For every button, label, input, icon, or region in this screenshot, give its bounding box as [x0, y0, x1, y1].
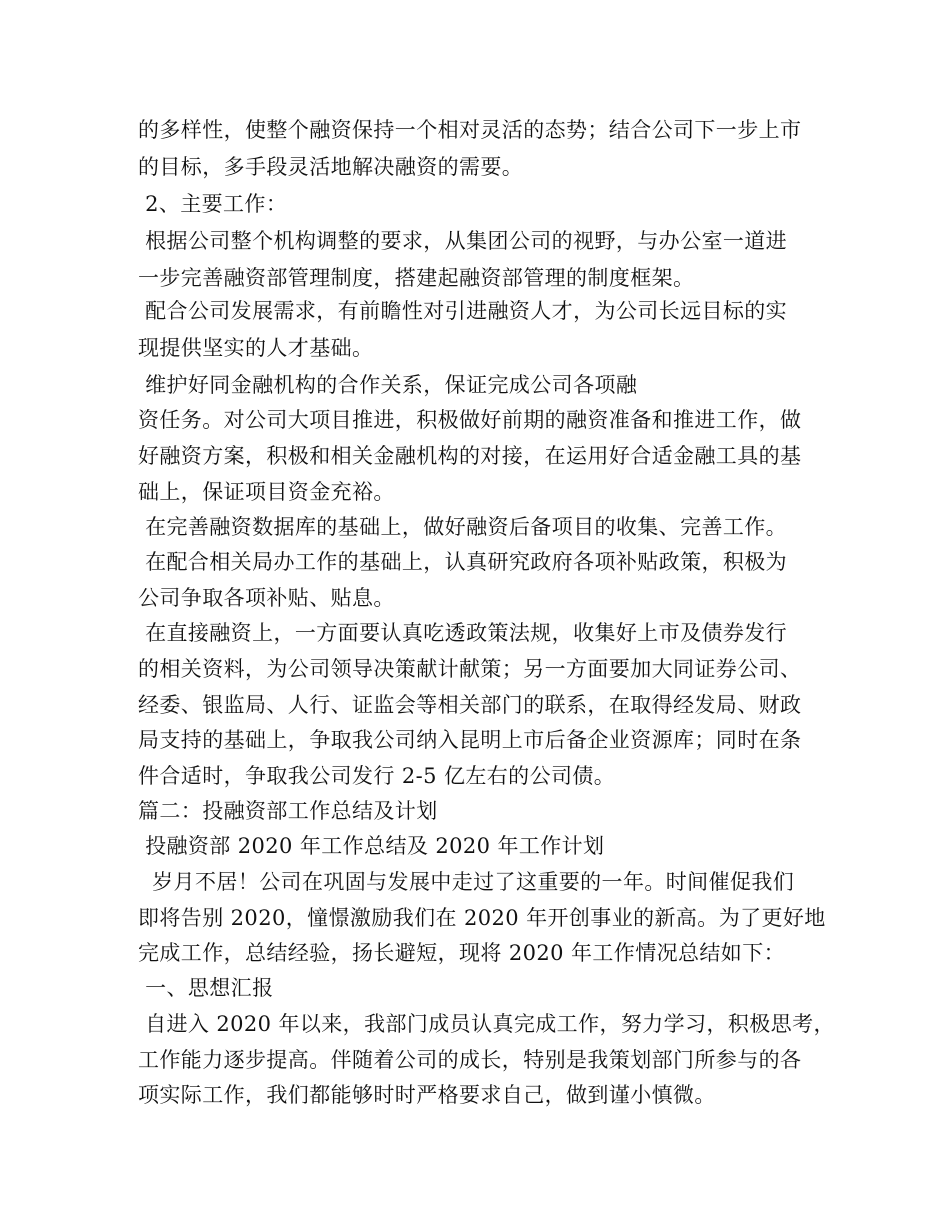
text-line: 维护好同金融机构的合作关系，保证完成公司各项融 — [138, 373, 638, 397]
section-heading: 一、思想汇报 — [138, 976, 274, 1000]
text-line: 好融资方案，积极和相关金融机构的对接，在运用好合适金融工具的基 — [138, 444, 802, 468]
text-line: 在完善融资数据库的基础上，做好融资后备项目的收集、完善工作。 — [138, 515, 788, 539]
text-line: 岁月不居！公司在巩固与发展中走过了这重要的一年。时间催促我们 — [138, 870, 795, 894]
text-line: 资任务。对公司大项目推进，积极做好前期的融资准备和推进工作，做 — [138, 408, 802, 432]
text-line: 根据公司整个机构调整的要求，从集团公司的视野，与办公室一道进 — [138, 229, 788, 253]
text-line: 配合公司发展需求，有前瞻性对引进融资人才，为公司长远目标的实 — [138, 299, 788, 323]
text-line: 在配合相关局办工作的基础上，认真研究政府各项补贴政策，积极为 — [138, 550, 788, 574]
text-line: 现提供坚实的人才基础。 — [138, 336, 374, 360]
text-line: 局支持的基础上，争取我公司纳入昆明上市后备企业资源库；同时在条 — [138, 728, 802, 752]
section-heading: 2、主要工作： — [138, 192, 288, 216]
text-line: 础上，保证项目资金充裕。 — [138, 480, 395, 504]
text-line: 工作能力逐步提高。伴随着公司的成长，特别是我策划部门所参与的各 — [138, 1048, 802, 1072]
text-line: 的相关资料，为公司领导决策献计献策；另一方面要加大同证券公司、 — [138, 657, 802, 681]
text-line: 一步完善融资部管理制度，搭建起融资部管理的制度框架。 — [138, 266, 695, 290]
text-line: 完成工作，总结经验，扬长避短，现将 2020 年工作情况总结如下： — [138, 941, 785, 965]
text-line: 自进入 2020 年以来，我部门成员认真完成工作，努力学习，积极思考， — [138, 1012, 835, 1036]
text-line: 公司争取各项补贴、贴息。 — [138, 586, 395, 610]
report-title: 投融资部 2020 年工作总结及 2020 年工作计划 — [138, 834, 605, 858]
text-line: 经委、银监局、人行、证监会等相关部门的联系，在取得经发局、财政 — [138, 693, 802, 717]
text-line: 在直接融资上，一方面要认真吃透政策法规，收集好上市及债券发行 — [138, 621, 788, 645]
text-line: 件合适时，争取我公司发行 2-5 亿左右的公司债。 — [138, 764, 616, 788]
section-title: 篇二：投融资部工作总结及计划 — [138, 799, 438, 823]
text-line: 的多样性，使整个融资保持一个相对灵活的态势；结合公司下一步上市 — [138, 118, 802, 142]
text-line: 的目标，多手段灵活地解决融资的需要。 — [138, 155, 524, 179]
text-line: 即将告别 2020，憧憬激励我们在 2020 年开创事业的新高。为了更好地 — [138, 906, 826, 930]
text-line: 项实际工作，我们都能够时时严格要求自己，做到谨小慎微。 — [138, 1083, 716, 1107]
